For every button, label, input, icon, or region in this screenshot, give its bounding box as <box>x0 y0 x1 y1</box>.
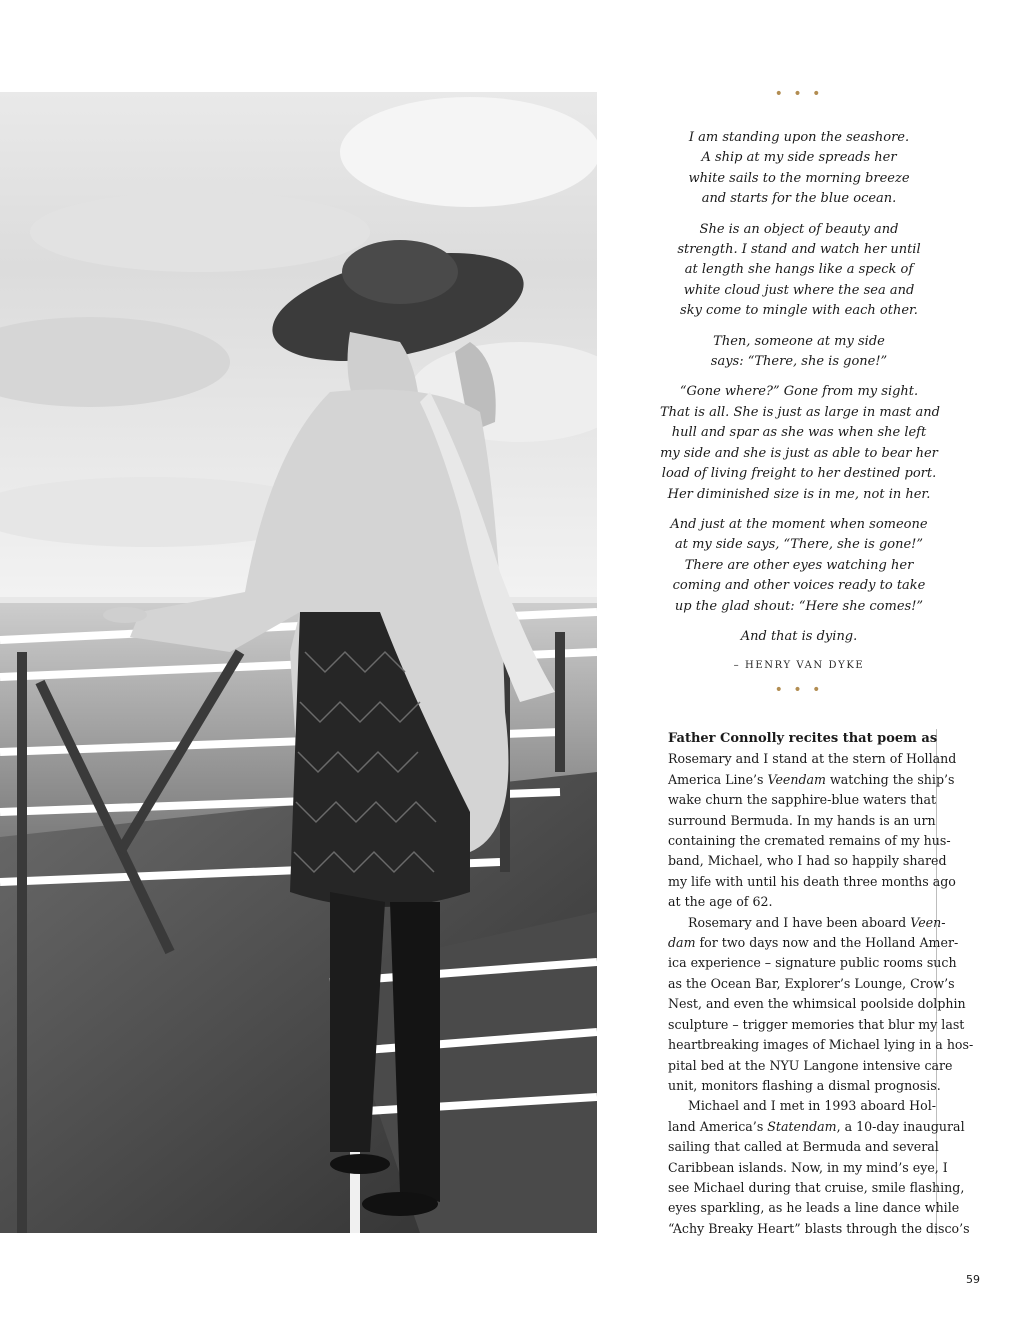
poem-line: I am standing upon the seashore. <box>688 130 910 145</box>
article-line: surround Bermuda. In my hands is an urn <box>668 812 936 828</box>
article-line: pital bed at the NYU Langone intensive care <box>668 1057 953 1073</box>
cloud <box>30 192 370 272</box>
article-line: ica experience – signature public rooms such <box>668 955 957 971</box>
poem-line: sky come to mingle with each other. <box>680 303 918 319</box>
article-line <box>668 1117 965 1137</box>
poem-line: load of living freight to her destined port. <box>661 466 937 482</box>
article-paragraph <box>668 913 974 1097</box>
article-paragraph <box>668 1096 970 1239</box>
article-line: band, Michael, who I had so happily shared <box>668 853 947 869</box>
poem-line: There are other eyes watching her <box>684 557 914 573</box>
article-line: containing the cremated remains of my hus- <box>668 833 951 849</box>
poem-line: And that is dying. <box>740 628 858 644</box>
text-run: watching the ship’s <box>826 771 955 787</box>
article-line: unit, monitors flashing a dismal prognosis. <box>668 1077 941 1093</box>
text-run: Rosemary and I have been aboard <box>688 914 911 930</box>
poem-line: white sails to the morning breeze <box>688 170 910 186</box>
article-line: “Achy Breaky Heart” blasts through the disco’s <box>668 1220 970 1236</box>
poem-stanza <box>660 382 938 504</box>
article-line: wake churn the sapphire-blue waters that <box>668 792 937 808</box>
poem-stanza <box>660 128 938 210</box>
ship-name: dam <box>668 935 696 951</box>
poem-line: Then, someone at my side <box>713 333 885 349</box>
poem-line: coming and other voices ready to take <box>672 578 926 594</box>
article-line <box>668 770 955 790</box>
poem-stanza <box>660 332 938 373</box>
poem-stanza <box>660 515 938 617</box>
ship-name: Veen- <box>910 914 946 930</box>
poem-line: And just at the moment when someone <box>670 516 928 532</box>
poem-line: That is all. She is just as large in mast and <box>660 404 940 420</box>
text-run: America Line’s <box>668 771 768 787</box>
poem-attribution: – HENRY VAN DYKE <box>733 660 865 671</box>
poem-line: up the glad shout: “Here she comes!” <box>674 598 924 614</box>
hand <box>103 607 147 623</box>
article-line: sculpture – trigger memories that blur my last <box>668 1016 965 1032</box>
poem-line: hull and spar as she was when she left <box>671 425 927 441</box>
photo-illustration <box>0 92 597 1233</box>
poem-line: at length she hangs like a speck of <box>684 262 914 278</box>
article-line: Nest, and even the whimsical poolside dolphin <box>668 996 966 1012</box>
article-line: my life with until his death three months ago <box>668 873 956 889</box>
page-number: 59 <box>966 1273 980 1286</box>
hat-crown <box>342 240 458 304</box>
article-line: at the age of 62. <box>668 894 773 910</box>
article-line: sailing that called at Bermuda and several <box>668 1139 939 1155</box>
poem-line: my side and she is just as able to bear her <box>660 445 938 461</box>
poem <box>660 128 938 657</box>
article-line <box>668 933 959 953</box>
article-line: eyes sparkling, as he leads a line dance while <box>668 1200 960 1216</box>
article-line: Caribbean islands. Now, in my mind’s eye, I <box>668 1159 948 1175</box>
article-line: Michael and I met in 1993 aboard Hol- <box>688 1098 936 1114</box>
cloud <box>340 97 597 207</box>
shoe <box>362 1192 438 1216</box>
ornament-dots-bottom: • • • <box>774 682 824 698</box>
article-line: as the Ocean Bar, Explorer’s Lounge, Crow’s <box>668 975 955 991</box>
text-run: land America’s <box>668 1118 768 1134</box>
ornament-dots-top: • • • <box>774 86 824 102</box>
article-line <box>668 913 946 933</box>
article-line: see Michael during that cruise, smile flashing, <box>668 1179 965 1195</box>
text-run: for two days now and the Holland Amer- <box>695 935 959 951</box>
ship-name: Statendam <box>767 1118 837 1134</box>
photo-woman-on-ship-deck <box>0 92 597 1233</box>
poem-line: white cloud just where the sea and <box>683 282 915 298</box>
article-column <box>668 729 974 1236</box>
text-run: , a 10-day inaugural <box>836 1118 965 1134</box>
ship-name: Veendam <box>767 771 826 787</box>
shoe <box>330 1154 390 1174</box>
article-lead-in: Father Connolly recites that poem as <box>668 731 938 746</box>
poem-line: at my side says, “There, she is gone!” <box>674 537 924 553</box>
article-paragraph <box>668 729 957 913</box>
poem-line: “Gone where?” Gone from my sight. <box>679 384 919 400</box>
poem-line: She is an object of beauty and <box>699 221 899 237</box>
poem-line: and starts for the blue ocean. <box>701 191 897 207</box>
poem-line: Her diminished size is in me, not in her. <box>667 486 931 502</box>
poem-stanza <box>660 220 938 322</box>
article-line: heartbreaking images of Michael lying in a hos- <box>668 1037 974 1053</box>
article-line: Rosemary and I stand at the stern of Holland <box>668 751 957 767</box>
poem-line: strength. I stand and watch her until <box>677 242 921 258</box>
poem-line: says: “There, she is gone!” <box>710 354 888 370</box>
poem-line: A ship at my side spreads her <box>701 150 897 166</box>
poem-stanza <box>660 627 938 647</box>
